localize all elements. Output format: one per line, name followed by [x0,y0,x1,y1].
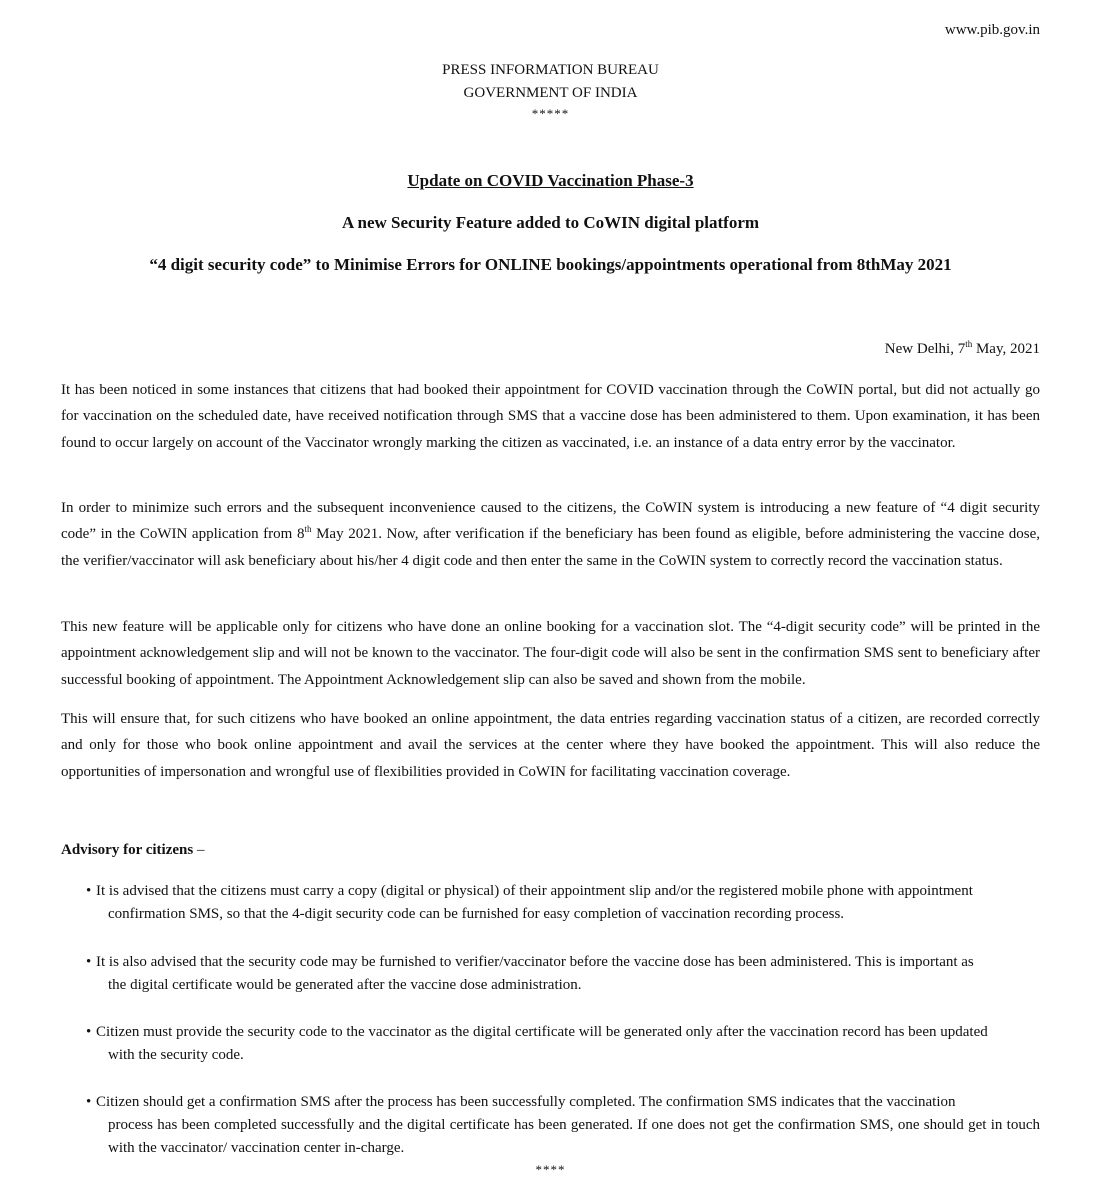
advisory-item-first-line: It is also advised that the security code may be furnished to verifier/vaccinator before the vaccine dose has been administered. This is important as [96,954,974,970]
advisory-heading [61,842,204,859]
paragraph-3: This new feature will be applicable only for citizens who have done an online booking for a vaccination slot. The “4-digit security code” will be printed in the appointment acknowledgement slip and will not be known to the vaccinator. The four-digit code will also be sent in the confirmation SMS sent to beneficiary after successful booking of appointment. The Appointment Acknowledgement slip can also be saved and shown from the mobile. [61,619,1040,688]
paragraph-1: It has been noticed in some instances that citizens that had booked their appointment for COVID vaccination through the CoWIN portal, but did not actually go for vaccination on the scheduled date, have received notification through SMS that a vaccine dose has been administered to them. Upon examination, it has been found to occur largely on account of the Vaccinator wrongly marking the citizen as vaccinated, i.e. an instance of a data entry error by the vaccinator. [61,382,1040,451]
advisory-item [86,880,1040,926]
advisory-item-first-line: It is advised that the citizens must carry a copy (digital or physical) of their appointment slip and/or the registered mobile phone with appointment [96,883,973,899]
advisory-item-rest: the digital certificate would be generated after the vaccine dose administration. [108,977,582,993]
bullet-icon: • [86,1094,92,1110]
government-name: GOVERNMENT OF INDIA [463,85,638,101]
org-name: PRESS INFORMATION BUREAU [442,62,659,78]
dateline-prefix: New Delhi, 7 [884,341,966,357]
release-title: Update on COVID Vaccination Phase-3 [407,171,694,190]
paragraph-4: This will ensure that, for such citizens who have booked an online appointment, the data entries regarding vaccination status of a citizen, are recorded correctly and only for those who book online appointment and avail the services at the center where they have booked the appointment. This will also reduce the opportunities of impersonation and wrongful use of flexibilities provided in CoWIN for facilitating vaccination coverage. [61,711,1040,780]
advisory-heading-text: Advisory for citizens [61,842,194,858]
paragraph-2-sup: th [304,524,312,535]
advisory-item [86,1021,1040,1067]
footer-separator: **** [535,1162,566,1177]
release-subtitle: A new Security Feature added to CoWIN digital platform [341,213,760,232]
advisory-item [86,951,1040,997]
advisory-item-rest: confirmation SMS, so that the 4-digit security code can be furnished for easy completion of vaccination recording process. [108,906,845,922]
advisory-heading-dash: – [193,842,205,858]
dateline-suffix: May, 2021 [972,341,1040,357]
advisory-item-rest: with the security code. [108,1047,244,1063]
dateline-sup: th [965,339,973,349]
advisory-item-rest: process has been completed successfully and the digital certificate has been generated. If one does not get the confirmation SMS, one should get in touch with the vaccinator/ vaccination center in-charge. [108,1117,1040,1156]
header-separator: ***** [531,106,570,121]
bullet-icon: • [86,954,92,970]
advisory-item-first-line: Citizen must provide the security code to the vaccinator as the digital certificate will be generated only after the vaccination record has been updated [96,1024,988,1040]
release-subtitle-2: “4 digit security code” to Minimise Errors for ONLINE bookings/appointments operational from 8thMay 2021 [149,255,952,274]
website-url: www.pib.gov.in [944,22,1040,38]
paragraph-2-part-a: In order to minimize such errors and the subsequent inconvenience caused to the citizens, the CoWIN system is introducing a new feature of “4 digit security code” in the CoWIN application from 8 [61,500,1040,543]
dateline [885,339,1040,358]
paragraph-2 [61,495,1040,574]
bullet-icon: • [86,883,92,899]
advisory-item [86,1091,1040,1160]
advisory-item-first-line: Citizen should get a confirmation SMS after the process has been successfully completed. The confirmation SMS indicates that the vaccination [96,1094,956,1110]
paragraph-2-part-b: May 2021. Now, after verification if the beneficiary has been found as eligible, before administering the vaccine dose, the verifier/vaccinator will ask beneficiary about his/her 4 digit code and then enter the same in the CoWIN system to correctly record the vaccination status. [61,526,1040,569]
bullet-icon: • [86,1024,92,1040]
